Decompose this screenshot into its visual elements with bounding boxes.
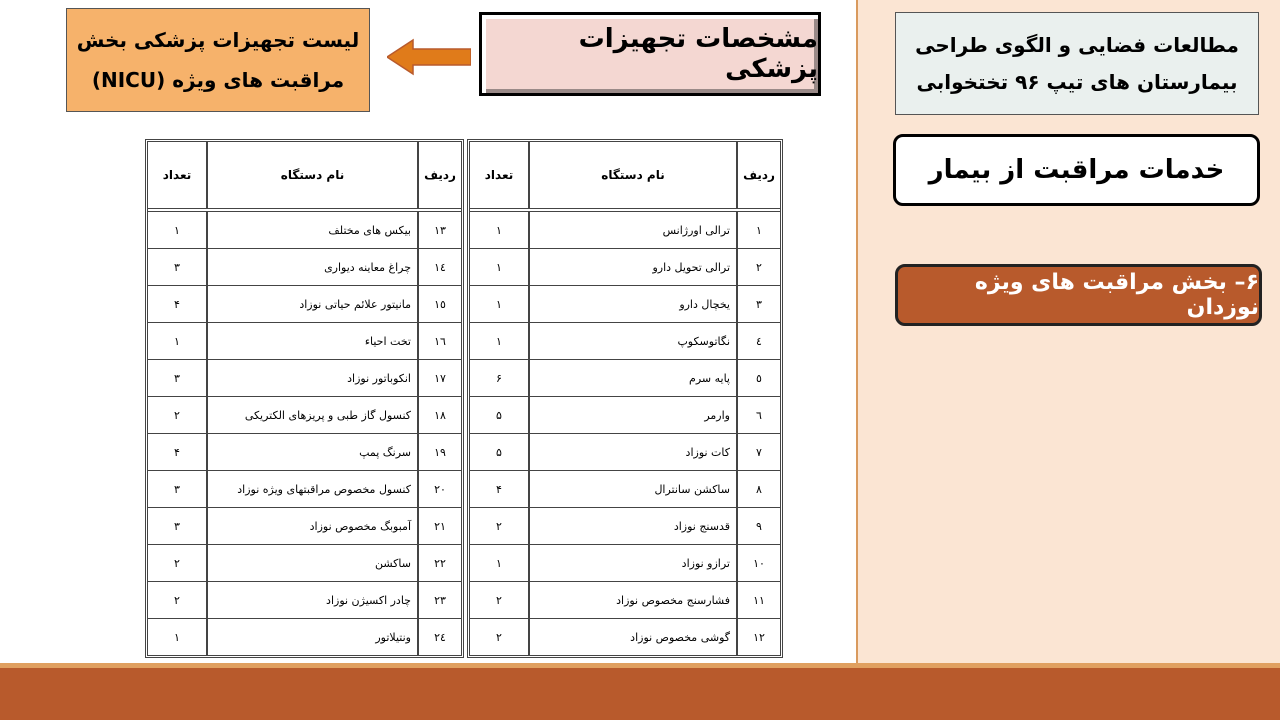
spec-title-box xyxy=(479,12,821,96)
header-count: تعداد xyxy=(484,168,514,182)
header-name: نام دستگاه xyxy=(206,142,417,208)
row-index: ۷ xyxy=(736,434,780,470)
study-title: مطالعات فضایی و الگوی طراحی بیمارستان های تیپ ۹۶ تختخوابی xyxy=(915,32,1239,94)
row-count: ۲ xyxy=(496,519,502,533)
section-title-box xyxy=(895,264,1262,326)
table-row xyxy=(148,434,461,471)
row-name: مانیتور علائم حیاتی نوزاد xyxy=(206,286,417,322)
row-index: ۲۱ xyxy=(417,508,461,544)
row-name: بیکس های مختلف xyxy=(206,212,417,248)
table-row xyxy=(470,471,780,508)
row-count: ۱ xyxy=(496,556,502,570)
row-name: ساکشن سانترال xyxy=(528,471,736,507)
row-index: ۲٤ xyxy=(417,619,461,655)
header-index: ردیف xyxy=(417,142,461,208)
row-count: ۴ xyxy=(496,482,502,496)
table-row xyxy=(470,212,780,249)
header-name: نام دستگاه xyxy=(528,142,736,208)
row-index: ۲۰ xyxy=(417,471,461,507)
row-index: ۲ xyxy=(736,249,780,285)
table-row xyxy=(148,582,461,619)
row-count: ۶ xyxy=(496,371,502,385)
row-name: وارمر xyxy=(528,397,736,433)
row-count: ۵ xyxy=(496,408,502,422)
header-count: تعداد xyxy=(162,168,192,182)
row-count: ۱ xyxy=(174,630,180,644)
row-count: ۴ xyxy=(174,297,180,311)
left-arrow-icon xyxy=(387,37,471,77)
table-row xyxy=(148,471,461,508)
row-count: ۳ xyxy=(174,371,180,385)
table-row xyxy=(148,545,461,582)
row-index: ۲۲ xyxy=(417,545,461,581)
spec-title: مشخصات تجهیزات پزشکی xyxy=(578,24,818,84)
equipment-table-right xyxy=(467,139,783,658)
row-name: کنسول مخصوص مراقبتهای ویژه نوزاد xyxy=(206,471,417,507)
table-row xyxy=(470,397,780,434)
row-count: ۱ xyxy=(496,260,502,274)
equipment-table-left xyxy=(145,139,464,658)
list-title: لیست تجهیزات پزشکی بخش مراقبت های ویژه (NICU) xyxy=(76,28,360,92)
row-name: سرنگ پمپ xyxy=(206,434,417,470)
row-count: ۱ xyxy=(496,334,502,348)
table-row xyxy=(148,508,461,545)
footer-bar xyxy=(0,668,1280,720)
table-row xyxy=(148,286,461,323)
row-count: ۴ xyxy=(174,445,180,459)
row-name: یخچال دارو xyxy=(528,286,736,322)
list-title-box xyxy=(66,8,370,112)
row-count: ۱ xyxy=(496,297,502,311)
table-row xyxy=(148,249,461,286)
row-index: ۱۰ xyxy=(736,545,780,581)
row-index: ۱۸ xyxy=(417,397,461,433)
row-count: ۲ xyxy=(496,593,502,607)
row-name: پایه سرم xyxy=(528,360,736,396)
row-name: چراغ معاینه دیواری xyxy=(206,249,417,285)
row-name: کنسول گاز طبی و پریزهای الکتریکی xyxy=(206,397,417,433)
row-name: گوشی مخصوص نوزاد xyxy=(528,619,736,655)
row-index: ۱۷ xyxy=(417,360,461,396)
row-index: ۱۹ xyxy=(417,434,461,470)
table-row xyxy=(148,323,461,360)
row-name: تخت احیاء xyxy=(206,323,417,359)
row-name: قدسنج نوزاد xyxy=(528,508,736,544)
row-index: ۳ xyxy=(736,286,780,322)
table-row xyxy=(470,508,780,545)
row-count: ۱ xyxy=(496,223,502,237)
table-row xyxy=(470,434,780,471)
table-row xyxy=(148,212,461,249)
row-name: انکوباتور نوزاد xyxy=(206,360,417,396)
row-name: نگاتوسکوپ xyxy=(528,323,736,359)
table-row xyxy=(470,582,780,619)
row-count: ۲ xyxy=(174,556,180,570)
row-index: ۱۱ xyxy=(736,582,780,618)
row-index: ٤ xyxy=(736,323,780,359)
row-name: ترالی تحویل دارو xyxy=(528,249,736,285)
care-services-title: خدمات مراقبت از بیمار xyxy=(928,155,1225,185)
header-index: ردیف xyxy=(736,142,780,208)
row-name: فشارسنج مخصوص نوزاد xyxy=(528,582,736,618)
row-index: ۹ xyxy=(736,508,780,544)
row-index: ١٥ xyxy=(417,286,461,322)
table-row xyxy=(148,619,461,655)
row-count: ۳ xyxy=(174,519,180,533)
table-row xyxy=(470,619,780,655)
row-name: کات نوزاد xyxy=(528,434,736,470)
table-row xyxy=(148,360,461,397)
row-name: ترالی اورژانس xyxy=(528,212,736,248)
row-index: ٦ xyxy=(736,397,780,433)
row-index: ٥ xyxy=(736,360,780,396)
row-count: ۲ xyxy=(496,630,502,644)
table-row xyxy=(470,545,780,582)
table-row xyxy=(470,360,780,397)
row-name: ساکشن xyxy=(206,545,417,581)
row-index: ۲۳ xyxy=(417,582,461,618)
table-row xyxy=(470,286,780,323)
row-count: ۲ xyxy=(174,408,180,422)
row-name: چادر اکسیژن نوزاد xyxy=(206,582,417,618)
row-index: ۱۲ xyxy=(736,619,780,655)
table-row xyxy=(470,323,780,360)
table-row xyxy=(470,249,780,286)
study-title-box xyxy=(895,12,1259,115)
row-index: ١٤ xyxy=(417,249,461,285)
table-row xyxy=(148,397,461,434)
table-header xyxy=(148,142,461,212)
section-title: ۶– بخش مراقبت های ویژه نوزدان xyxy=(974,270,1259,320)
row-count: ۳ xyxy=(174,482,180,496)
row-count: ۲ xyxy=(174,593,180,607)
row-count: ۳ xyxy=(174,260,180,274)
row-name: ونتیلاتور xyxy=(206,619,417,655)
row-count: ۱ xyxy=(174,334,180,348)
row-name: ترازو نوزاد xyxy=(528,545,736,581)
row-count: ۵ xyxy=(496,445,502,459)
row-index: ۱۳ xyxy=(417,212,461,248)
row-index: ۱ xyxy=(736,212,780,248)
row-count: ۱ xyxy=(174,223,180,237)
row-index: ۸ xyxy=(736,471,780,507)
care-services-box xyxy=(893,134,1260,206)
row-name: آمبوبگ مخصوص نوزاد xyxy=(206,508,417,544)
table-header xyxy=(470,142,780,212)
row-index: ١٦ xyxy=(417,323,461,359)
